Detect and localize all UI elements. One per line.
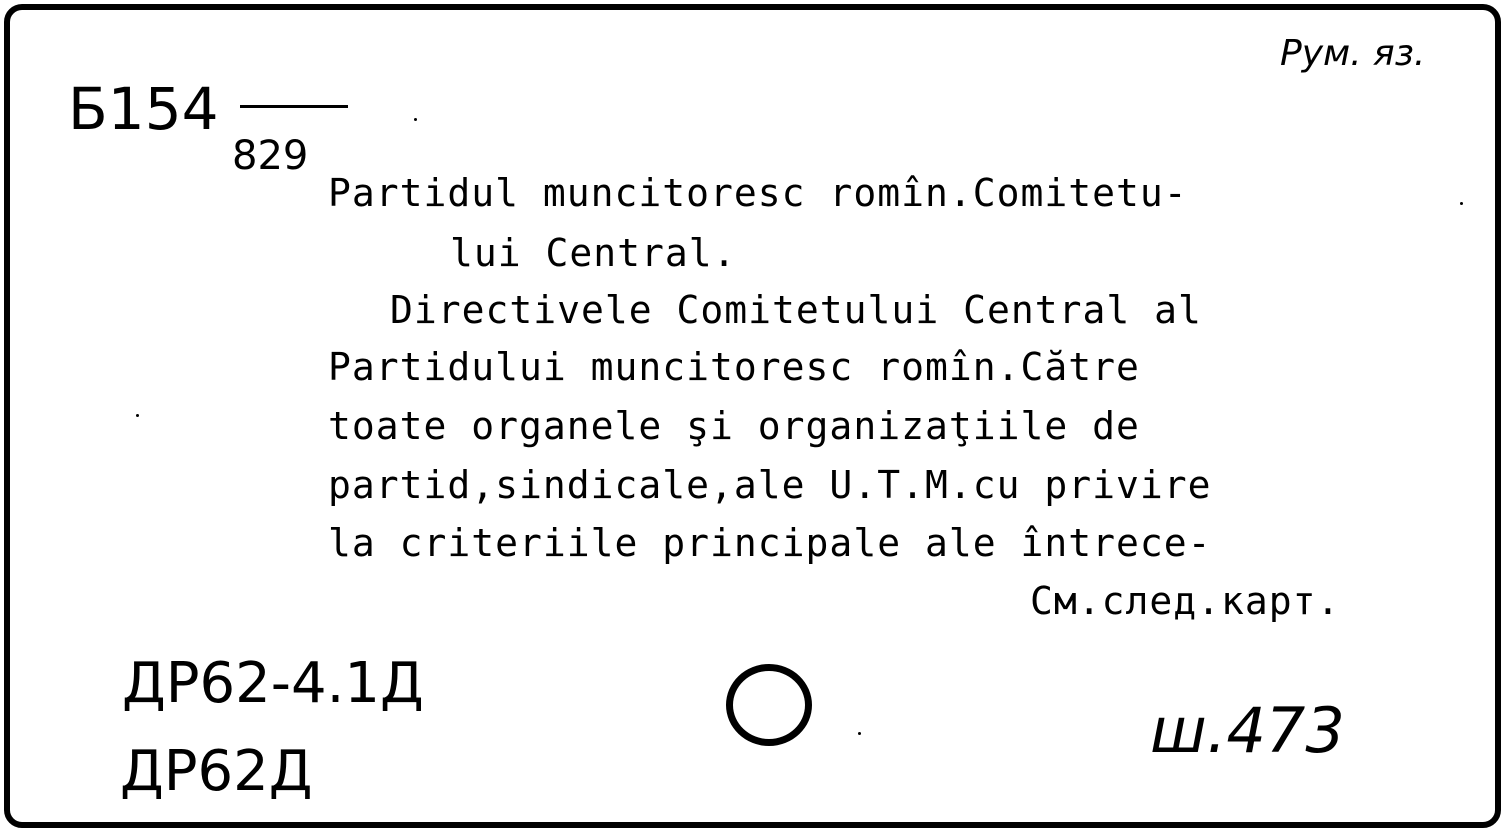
entry-line: toate organele şi organizaţiile de	[328, 404, 1140, 448]
call-number-divider	[240, 105, 348, 108]
entry-line: Partidului muncitoresc romîn.Către	[328, 345, 1140, 389]
entry-line: Partidul muncitoresc romîn.Comitetu-	[328, 171, 1188, 215]
speck	[136, 414, 139, 417]
catalog-card	[4, 4, 1501, 828]
speck	[858, 732, 861, 735]
speck	[1460, 202, 1463, 205]
entry-line: lui Central.	[450, 231, 737, 275]
inventory-number: ш.473	[1150, 694, 1345, 767]
shelf-mark-primary: ДР62-4.1Д	[122, 651, 424, 716]
punch-hole	[726, 664, 812, 746]
speck	[414, 118, 417, 121]
call-number-main: Б154	[68, 75, 219, 143]
language-note: Рум. яз.	[1280, 33, 1426, 74]
continuation-note: См.след.карт.	[1030, 579, 1341, 623]
entry-line: la criteriile principale ale întrece-	[328, 521, 1212, 565]
entry-line: Directivele Comitetului Central al	[390, 288, 1202, 332]
call-number-sub: 829	[232, 133, 309, 179]
shelf-mark-secondary: ДР62Д	[120, 739, 313, 804]
entry-line: partid,sindicale,ale U.T.M.cu privire	[328, 463, 1212, 507]
